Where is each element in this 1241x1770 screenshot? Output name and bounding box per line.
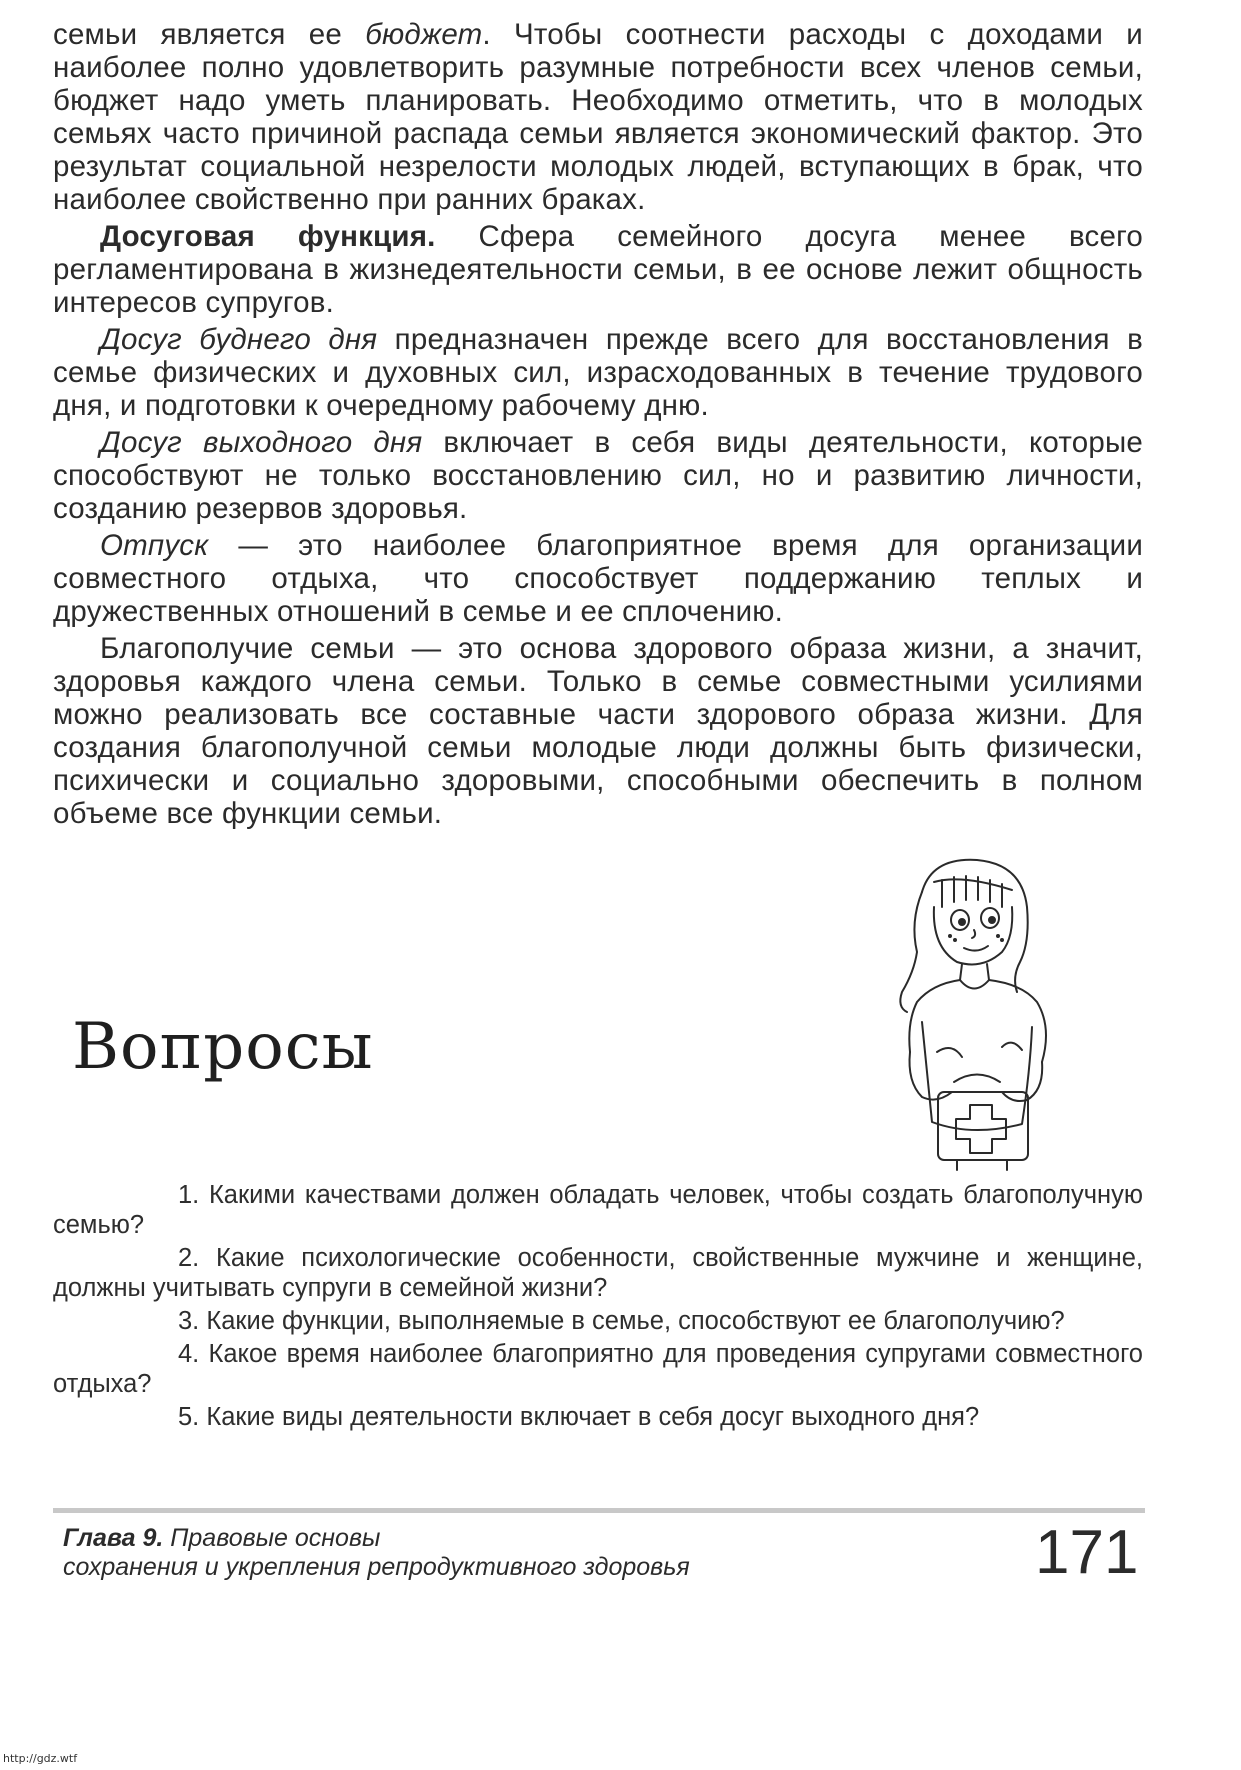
term-budget: бюджет [365,18,483,51]
paragraph-budget: семьи является ее бюджет. Чтобы соотнести расходы с доходами и наиболее полно удовлетворить разумные потребности всех членов семьи, бюджет надо уметь планировать. Необходимо отметить, что в молодых семьях часто причиной распада семьи является экономический фактор. Это результат социальной незрелости молодых людей, вступающих в брак, что наиболее свойственно при ранних браках. [53,18,1143,216]
heading-leisure-function: Досуговая функция. [100,220,436,253]
question-item: 3. Какие функции, выполняемые в семье, способствуют ее благополучию? [178,1307,1065,1335]
paragraph-leisure-function: Досуговая функция. Сфера семейного досуга менее всего регламентирована в жизнедеятельности семьи, в ее основе лежит общность интересов супругов. [53,220,1143,319]
paragraph-family-wellbeing: Благополучие семьи — это основа здорового образа жизни, а значит, здоровья каждого члена семьи. Только в семье совместными усилиями можно реализовать все составные части здорового образа жизни. Для создания благополучной семьи молодые люди должны быть физически, психически и социально здоровыми, способными обеспечить в полном объеме все функции семьи. [53,632,1143,830]
question-item: 4. Какое время наиболее благоприятно для проведения супругами совместного отдыха? [53,1340,1143,1398]
watermark-url: http://gdz.wtf [3,1752,78,1765]
running-footer [63,1524,963,1582]
question-item: 5. Какие виды деятельности включает в себя досуг выходного дня? [178,1403,980,1431]
questions-list [53,1180,1143,1435]
paragraph-vacation: Отпуск — это наиболее благоприятное время для организации совместного отдыха, что способствует поддержанию теплых и дружественных отношений в семье и ее сплочению. [53,529,1143,628]
term-weekday-leisure: Досуг буднего дня [100,323,378,356]
questions-heading: Вопросы [72,1010,374,1084]
footer-divider [53,1508,1145,1513]
chapter-title-line1: Правовые основы [163,1524,381,1552]
chapter-label: Глава 9. [63,1524,164,1552]
body-text [53,18,1143,830]
page-number: 171 [1035,1518,1139,1587]
paragraph-weekend-leisure: Досуг выходного дня включает в себя виды деятельности, которые способствуют не только восстановлению сил, но и развитию личности, созданию резервов здоровья. [53,426,1143,525]
paragraph-weekday-leisure: Досуг буднего дня предназначен прежде всего для восстановления в семье физических и духовных сил, израсходованных в течение трудового дня, и подготовки к очередному рабочему дню. [53,323,1144,422]
question-item: 2. Какие психологические особенности, свойственные мужчине и женщине, должны учитывать супруги в семейной жизни? [53,1244,1143,1302]
term-vacation: Отпуск [100,529,209,562]
term-weekend-leisure: Досуг выходного дня [100,426,423,459]
question-item: 1. Какими качествами должен обладать человек, чтобы создать благополучную семью? [53,1181,1143,1239]
girl-with-first-aid-kit-icon [862,852,1067,1172]
chapter-title-line2: сохранения и укрепления репродуктивного здоровья [63,1553,690,1581]
